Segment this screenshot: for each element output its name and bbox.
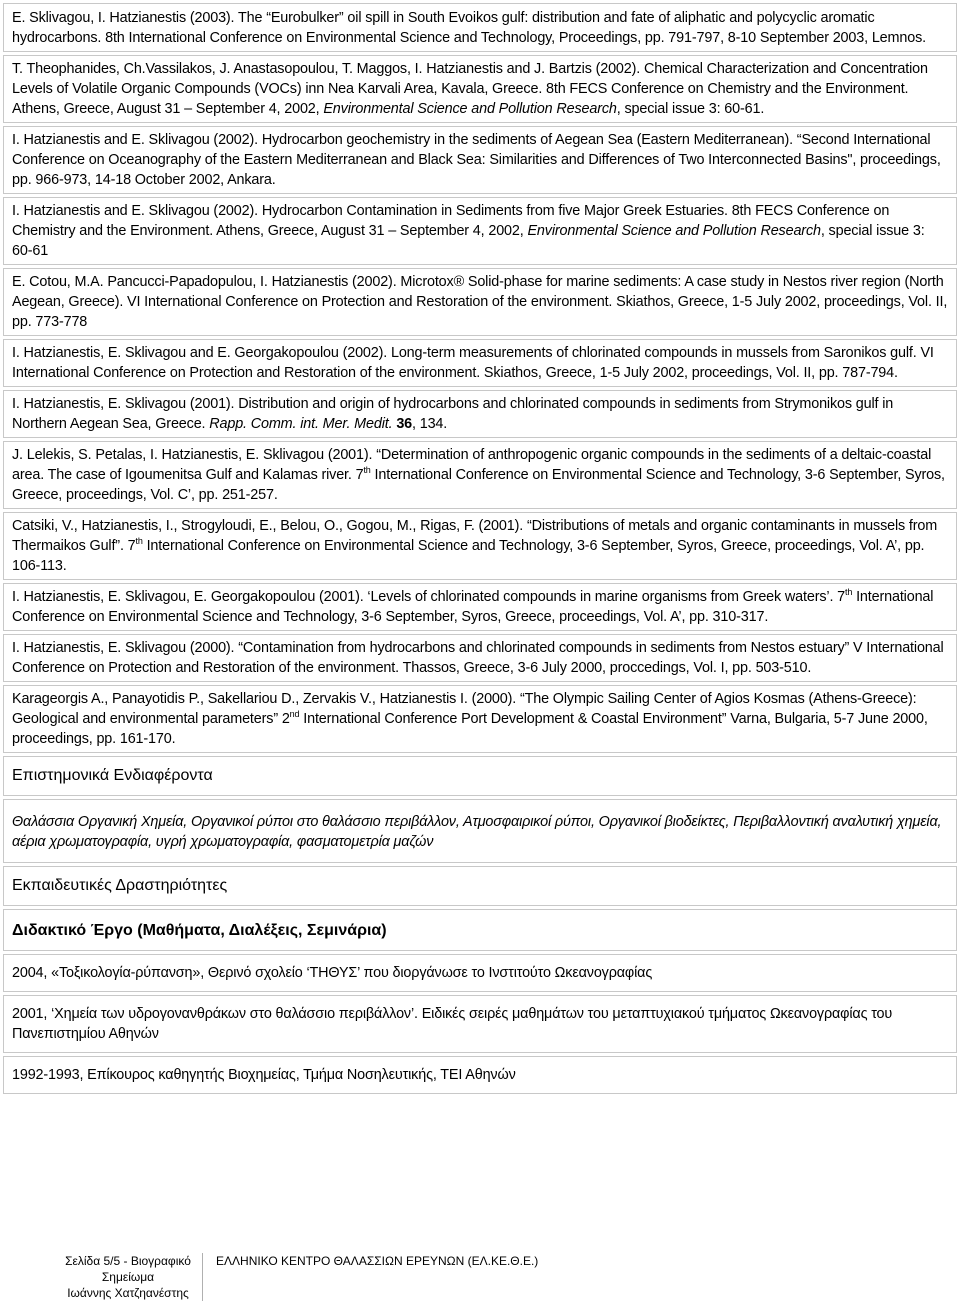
reference-text: I. Hatzianestis and E. Sklivagou (2002). Hydrocarbon geochemistry in the sediments of Aegean Sea (Eastern Mediterranean). “Second International Conference on Oceanography of the Eastern Mediterranean and Black Sea: Similarities and Differences of Two Interconnected Basins", proceedings, pp. 966-973, 14-18 October 2002, Ankara. — [12, 132, 941, 188]
teaching-item: 1992-1993, Επίκουρος καθηγητής Βιοχημείας, Τμήμα Νοσηλευτικής, ΤΕΙ Αθηνών — [3, 1056, 957, 1094]
teaching-item: 2001, ‘Χημεία των υδρογονανθράκων στο θαλάσσιο περιβάλλον’. Ειδικές σειρές μαθημάτων του μεταπτυχιακού τμήματος Ωκεανογραφίας του Πανεπιστημίου Αθηνών — [3, 995, 957, 1053]
footer-organization: ΕΛΛΗΝΙΚΟ ΚΕΝΤΡΟ ΘΑΛΑΣΣΙΩΝ ΕΡΕΥΝΩΝ (ΕΛ.ΚΕ.Θ.Ε.) — [216, 1254, 539, 1268]
reference-item — [3, 197, 957, 265]
reference-text: I. Hatzianestis, E. Sklivagou (2000). “Contamination from hydrocarbons and chlorinated compounds in sediments from Nestos estuary” V International Conference on Protection and Restoration of the environment. Thassos, Greece, 3-6 July 2000, proccedings, Vol. I, pp. 503-510. — [12, 640, 944, 676]
footer-author: Ιωάννης Χατζηανέστης — [67, 1286, 189, 1300]
reference-item — [3, 441, 957, 509]
reference-item — [3, 3, 957, 52]
reference-item — [3, 512, 957, 580]
footer-page-info — [60, 1253, 203, 1301]
reference-item — [3, 339, 957, 387]
reference-item — [3, 126, 957, 194]
section-title-interests: Επιστημονικά Ενδιαφέροντα — [3, 756, 957, 796]
reference-item — [3, 685, 957, 753]
reference-text: E. Sklivagou, I. Hatzianestis (2003). The “Eurobulker” oil spill in South Evoikos gulf: distribution and fate of aliphatic and polycyclic aromatic hydrocarbons. 8th International Conference on Environmental Science and Technology, Proceedings, pp. 791-797, 8-10 September 2003, Lemnos. — [12, 10, 926, 46]
reference-text: J. Lelekis, S. Petalas, I. Hatzianestis, E. Sklivagou (2001). “Determination of anthropogenic organic compounds in the sediments of a deltaic-coastal area. The case of Igoumenitsa Gulf and Kalamas river. 7th International Conference on Environmental Science and Technology, 3-6 September, Syros, Greece, proceedings, Vol. C’, pp. 251-257. — [12, 447, 945, 503]
teaching-item: 2004, «Τοξικολογία-ρύπανση», Θερινό σχολείο ‘ΤΗΘΥΣ’ που διοργάνωσε το Ινστιτούτο Ωκεανογραφίας — [3, 954, 957, 992]
footer-doc-type: Σημείωμα — [101, 1270, 155, 1284]
reference-text: Catsiki, V., Hatzianestis, I., Strogyloudi, E., Belou, O., Gogou, M., Rigas, F. (2001). “Distributions of metals and organic contaminants in mussels from Thermaikos Gulf”. 7th International Conference on Environmental Science and Technology, 3-6 September, Syros, Greece, proceedings, Vol. A’, pp. 106-113. — [12, 518, 938, 574]
interests-text: Θαλάσσια Οργανική Χημεία, Οργανικοί ρύποι στο θαλάσσιο περιβάλλον, Ατμοσφαιρικοί ρύποι, Οργανικοί βιοδείκτες, Περιβαλλοντική αναλυτική χημεία, αέρια χρωματογραφία, υγρή χρωματογραφία, φασματομετρία μαζών — [3, 799, 957, 863]
reference-text: Karageorgis A., Panayotidis P., Sakellariou D., Zervakis V., Hatzianestis I. (2000). “The Olympic Sailing Center of Agios Kosmas (Athens-Greece): Geological and environmental parameters” 2nd International Conference Port Development & Coastal Environment” Varna, Bulgaria, 5-7 June 2000, proceedings, pp. 161-170. — [12, 691, 928, 747]
reference-item — [3, 583, 957, 631]
reference-text: I. Hatzianestis and E. Sklivagou (2002). Hydrocarbon Contamination in Sediments from five Major Greek Estuaries. 8th FECS Conference on Chemistry and the Environment. Athens, Greece, August 31 – September 4, 2002, Environmental Science and Pollution Research, special issue 3: 60-61 — [12, 203, 925, 259]
reference-item — [3, 634, 957, 682]
page-footer — [0, 1253, 960, 1303]
section-title-teaching: Διδακτικό Έργο (Μαθήματα, Διαλέξεις, Σεμινάρια) — [3, 909, 957, 951]
reference-text: I. Hatzianestis, E. Sklivagou, E. Georgakopoulou (2001). ‘Levels of chlorinated compounds in marine organisms from Greek waters’. 7th International Conference on Environmental Science and Technology, 3-6 September, Syros, Greece, proceedings, Vol. A’, pp. 310-317. — [12, 587, 934, 625]
footer-page-number: Σελίδα 5/5 - Βιογραφικό — [65, 1254, 191, 1268]
cv-page — [3, 3, 957, 1097]
reference-text: I. Hatzianestis, E. Sklivagou (2001). Distribution and origin of hydrocarbons and chlorinated compounds in sediments from Strymonikos gulf in Northern Aegean Sea, Greece. Rapp. Comm. int. Mer. Medit. 36, 134. — [12, 396, 894, 432]
reference-item — [3, 268, 957, 336]
reference-item — [3, 55, 957, 123]
reference-item — [3, 390, 957, 438]
section-title-education: Εκπαιδευτικές Δραστηριότητες — [3, 866, 957, 906]
reference-text: I. Hatzianestis, E. Sklivagou and E. Georgakopoulou (2002). Long-term measurements of chlorinated compounds in mussels from Saronikos gulf. VI International Conference on Protection and Restoration of the environment. Skiathos, Greece, 1-5 July 2002, proceedings, Vol. II, pp. 787-794. — [12, 345, 934, 381]
reference-text: T. Theophanides, Ch.Vassilakos, J. Anastasopoulou, T. Maggos, I. Hatzianestis and J. Bartzis (2002). Chemical Characterization and Concentration Levels of Volatile Organic Compounds (VOCs) inn Nea Karvali Area, Kavala, Greece. 8th FECS Conference on Chemistry and the Environment. Athens, Greece, August 31 – September 4, 2002, Environmental Science and Pollution Research, special issue 3: 60-61. — [12, 61, 928, 117]
reference-text: E. Cotou, M.A. Pancucci-Papadopulou, I. Hatzianestis (2002). Microtox® Solid-phase for marine sediments: A case study in Nestos river region (North Aegean, Greece). VI International Conference on Protection and Restoration of the environment. Skiathos, Greece, 1-5 July 2002, proceedings, Vol. II, pp. 773-778 — [12, 274, 948, 330]
